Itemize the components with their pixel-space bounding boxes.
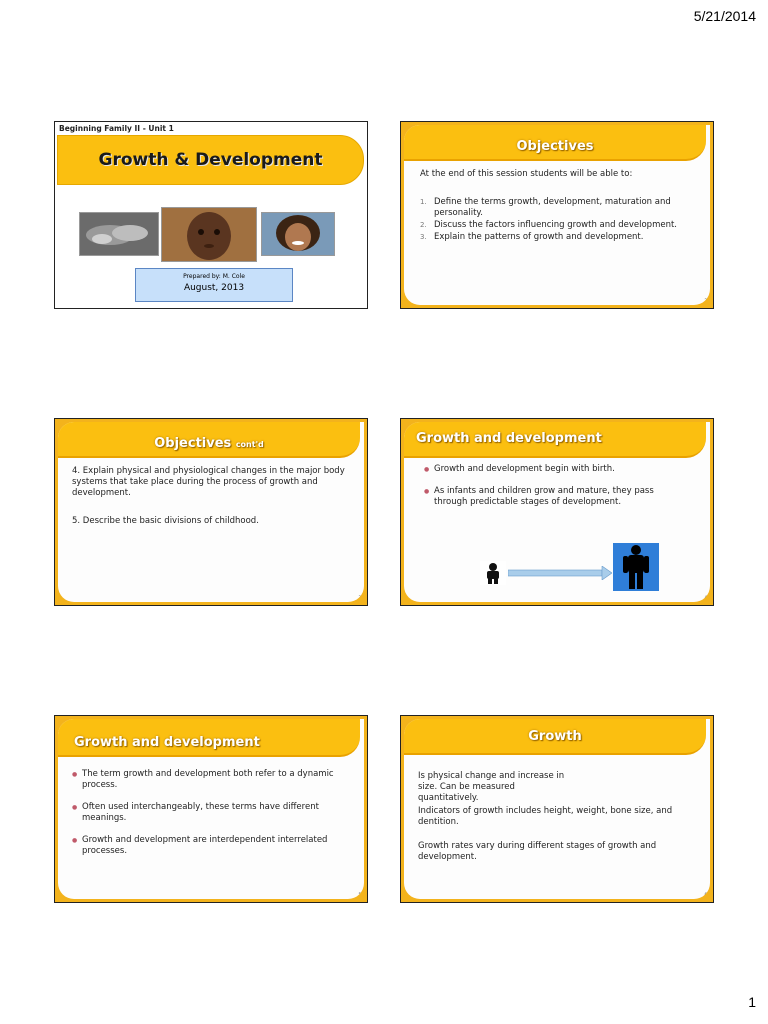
slide-6-paragraph-1: Is physical change and increase in size. Can be measured quantitatively. <box>418 771 565 803</box>
slide-3-item-4: 4. Explain physical and physiological changes in the major body systems that take place during the process of growth and development. <box>72 466 345 498</box>
slide-3-thumbnail[interactable] <box>54 418 368 606</box>
slide-2-list <box>420 197 690 244</box>
slide-6-content <box>404 719 710 899</box>
prepared-by-box <box>135 268 293 302</box>
slide-4-number: 4 <box>704 595 707 600</box>
list-item: ● The term growth and development both refer to a dynamic process. <box>72 769 348 791</box>
slide-6-paragraph-2: Indicators of growth includes height, weight, bone size, and dentition. <box>418 806 673 827</box>
prepared-date-text: August, 2013 <box>183 283 245 293</box>
list-item: 1. Define the terms growth, development, maturation and personality. <box>420 197 671 218</box>
list-item: ● As infants and children grow and mature, they pass through predictable stages of development. <box>424 486 684 508</box>
hands-photo <box>79 212 159 256</box>
list-item: ● Often used interchangeably, these terms have different meanings. <box>72 802 348 824</box>
slide-2-content <box>404 125 710 305</box>
slide-6-banner <box>404 719 706 755</box>
slide-1-title: Growth & Development <box>98 150 323 170</box>
slide-3-item-5: 5. Describe the basic divisions of childhood. <box>72 516 259 526</box>
slide-4-title: Growth and development <box>416 431 602 446</box>
slide-6-thumbnail[interactable] <box>400 715 714 903</box>
slide-4-bullets <box>424 464 684 519</box>
slide-3-banner <box>58 422 360 458</box>
slide-4-banner <box>404 422 706 458</box>
slide-5-number: 5 <box>358 892 361 897</box>
slide-5-title: Growth and development <box>74 735 260 750</box>
slide-3-title-suffix: cont'd <box>235 440 264 449</box>
slide-1-title-banner <box>57 135 364 185</box>
slide-3-title: Objectives cont'd <box>154 436 264 451</box>
prepared-by-text: Prepared by: M. Cole <box>183 273 245 280</box>
child-photo <box>261 212 335 256</box>
list-item: ● Growth and development are interdependent interrelated processes. <box>72 835 348 857</box>
page-date: 5/21/2014 <box>693 8 756 24</box>
adult-silhouette-icon <box>613 543 659 591</box>
slide-6-paragraph-3: Growth rates vary during different stages of growth and development. <box>418 841 657 862</box>
slide-1-thumbnail[interactable] <box>54 121 368 309</box>
list-item: 2. Discuss the factors influencing growth and development. <box>420 220 678 230</box>
slide-4-thumbnail[interactable] <box>400 418 714 606</box>
slide-2-thumbnail[interactable] <box>400 121 714 309</box>
slide-2-intro: At the end of this session students will be able to: <box>420 169 633 179</box>
slide-6-title: Growth <box>528 729 582 744</box>
slide-5-thumbnail[interactable] <box>54 715 368 903</box>
slide-3-content <box>58 422 364 602</box>
slide-2-title: Objectives <box>516 139 594 154</box>
slide-5-content <box>58 719 364 899</box>
slide-1-header: Beginning Family II - Unit 1 <box>59 124 174 133</box>
slide-3-number: 3 <box>358 595 361 600</box>
growth-arrow-icon <box>508 565 612 579</box>
list-item: ● Growth and development begin with birth. <box>424 464 684 475</box>
baby-photo <box>161 207 257 262</box>
list-item: 3. Explain the patterns of growth and development. <box>420 232 644 242</box>
child-silhouette-icon <box>480 561 506 585</box>
slide-6-number: 6 <box>704 892 707 897</box>
slide-2-banner <box>404 125 706 161</box>
slide-5-banner <box>58 719 360 757</box>
slide-2-number: 2 <box>704 298 707 303</box>
slide-4-content <box>404 422 710 602</box>
slide-5-bullets <box>72 769 348 868</box>
page-number: 1 <box>748 994 756 1010</box>
